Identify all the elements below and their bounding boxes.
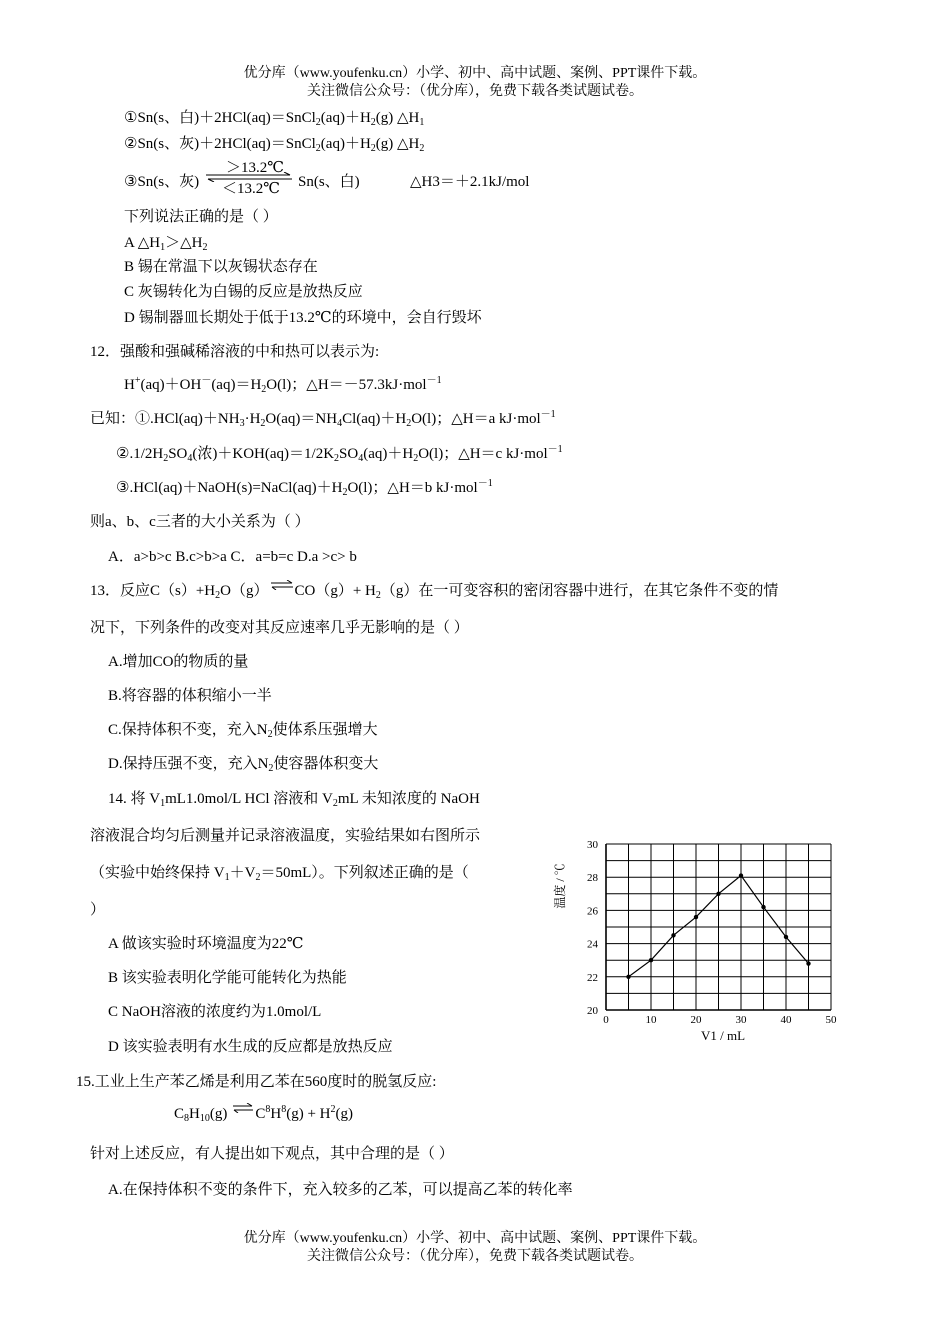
- y-axis-label: 温度 / ℃: [553, 863, 567, 909]
- x-axis-label: V1 / mL: [700, 1028, 746, 1043]
- y-tick-label: 20: [587, 1005, 598, 1017]
- q11-eq3-left: ③Sn(s、灰): [124, 174, 200, 190]
- x-tick-label: 50: [825, 1014, 837, 1026]
- q11-option-c: C 灰锡转化为白锡的反应是放热反应: [124, 284, 363, 300]
- q11-eq3-right: Sn(s、白): [298, 174, 360, 190]
- q13-stem: 13．反应$C(s)+H_2O(g)$ $CO(g)+ H_2(g)$在一可变容积的密闭容器中进行，在其它条件不变的情: [90, 582, 778, 600]
- q12-known-3: $③.HCl(aq)+NaOH(s)=NaCl(aq)+H_2O(l)$；△H＝b kJ·mol$^{-1}$: [116, 478, 493, 498]
- header-line-2: 关注微信公众号：（优分库），免费下载各类试题试卷。: [307, 84, 643, 99]
- data-point: [649, 958, 653, 962]
- q15-option-a: A.在保持体积不变的条件下，充入较多的乙苯，可以提高乙苯的转化率: [108, 1182, 573, 1198]
- q11-eq3-below: ＜13.2℃: [222, 181, 281, 197]
- chart-ticks: [587, 839, 837, 1026]
- q11-option-d: D 锡制器皿长期处于低于13.2℃的环境中，会自行毁坏: [124, 310, 482, 326]
- q14-option-c: C NaOH溶液的浓度约为1.0mol/L: [108, 1004, 322, 1020]
- x-tick-label: 10: [645, 1014, 657, 1026]
- y-tick-label: 30: [587, 839, 598, 851]
- q11-option-b: B 锡在常温下以灰锡状态存在: [124, 259, 318, 275]
- temperature-chart: [548, 826, 848, 1051]
- q11-prompt: 下列说法正确的是（ ）: [124, 209, 278, 225]
- q14-stem-3: （实验中始终保持 $V_1+V_2=50mL$）。下列叙述正确的是（: [90, 865, 469, 883]
- q14-option-d: D 该实验表明有水生成的反应都是放热反应: [108, 1039, 393, 1055]
- q11-eq3-above: ＞13.2℃: [226, 160, 285, 176]
- q13-option-c: C.保持体积不变，充入$N_2$使体系压强增大: [108, 722, 378, 740]
- q15-prompt: 针对上述反应，有人提出如下观点，其中合理的是（ ）: [90, 1146, 454, 1162]
- q15-equation: $C_8H_{10}(g)$ $C^8H^8(g) + H^2(g)$: [174, 1104, 354, 1124]
- footer-line-1: 优分库（www.youfenku.cn）小学、初中、高中试题、案例、PPT课件下载。: [243, 1231, 707, 1246]
- x-tick-label: 0: [603, 1014, 609, 1026]
- q12-stem: 12．强酸和强碱稀溶液的中和热可以表示为:: [90, 344, 380, 360]
- q14-stem: 14. 将 $V_1mL1.0mol/L$ HCl 溶液和 $V_2mL$ 未知浓度的 NaOH: [108, 791, 480, 809]
- data-point: [739, 873, 743, 877]
- q13-option-d: D.保持压强不变，充入$N_2$使容器体积变大: [108, 756, 379, 774]
- q14-option-a: A 做该实验时环境温度为22℃: [108, 936, 304, 952]
- equilibrium-arrow-icon: [232, 1103, 254, 1113]
- data-point: [761, 905, 765, 909]
- q12-known-2: $②.1/2H_2SO_4$(浓)$+KOH(aq)=1/2K_2SO_4(aq)+H_2O(l)$；△H＝c kJ·mol$^{-1}$: [116, 444, 563, 464]
- y-tick-label: 22: [587, 971, 598, 984]
- x-tick-label: 40: [780, 1014, 792, 1026]
- y-tick-label: 24: [587, 938, 598, 951]
- footer-line-2: 关注微信公众号：（优分库），免费下载各类试题试卷。: [307, 1249, 643, 1264]
- chart-grid: [606, 844, 831, 1010]
- q12-neutralization-eq: $H^+(aq)+OH^-(aq)=H_2O(l)$；△H＝－57.3kJ·mol$^{-1}$: [124, 375, 442, 395]
- q14-stem-2: 溶液混合均匀后测量并记录溶液温度，实验结果如右图所示: [90, 828, 481, 844]
- data-point: [671, 933, 675, 937]
- q13-stem-2: 况下，下列条件的改变对其反应速率几乎无影响的是（ ）: [90, 620, 469, 636]
- q11-eq3-dh: △H3＝＋2.1kJ/mol: [410, 174, 530, 190]
- data-point: [784, 935, 788, 939]
- q11-option-a: A $\triangle H_1>\triangle H_2$: [124, 235, 208, 253]
- data-point: [694, 915, 698, 919]
- x-tick-label: 30: [735, 1014, 747, 1026]
- x-tick-label: 20: [690, 1014, 702, 1026]
- q14-stem-4: ）: [90, 902, 106, 918]
- header-line-1: 优分库（www.youfenku.cn）小学、初中、高中试题、案例、PPT课件下载。: [243, 66, 707, 81]
- data-point: [806, 961, 810, 965]
- q12-options: A．a>b>c B.c>b>a C．a=b=c D.a >c> b: [108, 549, 357, 565]
- y-tick-label: 26: [587, 905, 598, 918]
- q15-stem: 15.工业上生产苯乙烯是利用乙苯在560度时的脱氢反应:: [76, 1074, 437, 1090]
- y-tick-label: 28: [587, 872, 598, 885]
- data-point: [626, 975, 630, 979]
- q12-ask: 则a、b、c三者的大小关系为（ ）: [90, 514, 310, 530]
- q14-option-b: B 该实验表明化学能可能转化为热能: [108, 970, 347, 986]
- data-point: [716, 892, 720, 896]
- q11-equilibrium-arrow: [204, 156, 294, 196]
- equilibrium-arrow-icon: [270, 580, 294, 590]
- q11-eq2: ②Sn(s、灰)$+2HCl(aq)=SnCl_2(aq)+H_2(g)$ $\triangle H_2$: [124, 136, 425, 154]
- q13-option-a: A.增加CO的物质的量: [108, 654, 249, 670]
- q13-option-b: B.将容器的体积缩小一半: [108, 688, 272, 704]
- q12-known-1: 已知：$①.HCl(aq)+NH_3\cdot H_2O(aq)=NH_4Cl(aq)+H_2O(l)$；△H＝a kJ·mol$^{-1}$: [90, 409, 556, 429]
- q11-eq1: ①Sn(s、白)$+2HCl(aq)=SnCl_2(aq)+H_2(g)$ $\triangle H_1$: [124, 110, 425, 128]
